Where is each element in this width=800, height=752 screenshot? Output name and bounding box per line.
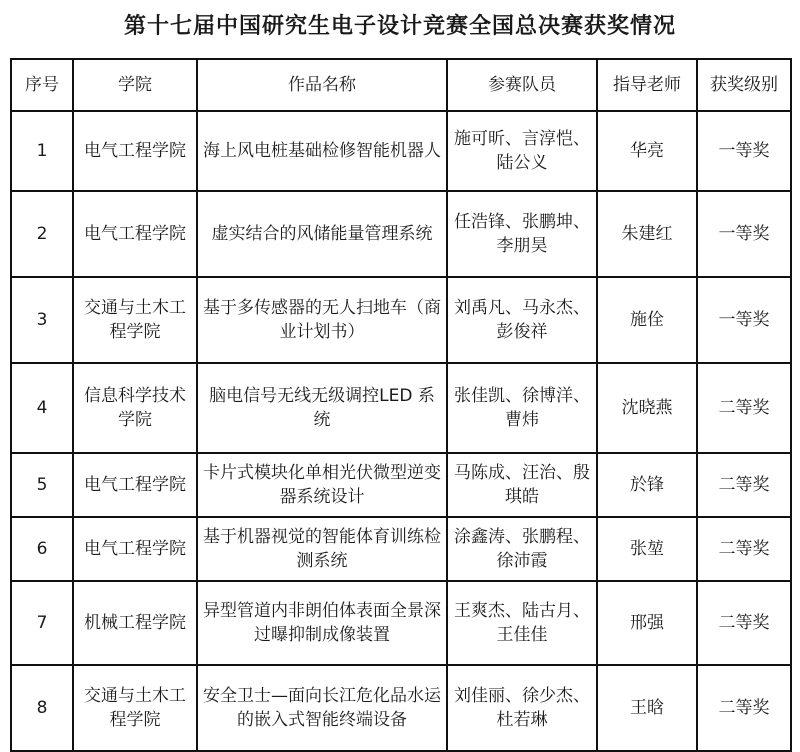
header-advisor: 指导老师 <box>597 59 697 111</box>
cell-members: 刘禹凡、马永杰、彭俊祥 <box>447 277 597 363</box>
cell-advisor: 华亮 <box>597 111 697 191</box>
cell-award-level: 二等奖 <box>697 517 791 581</box>
table-row <box>11 581 791 665</box>
table-row <box>11 665 791 751</box>
cell-work-name: 安全卫士—面向长江危化品水运的嵌入式智能终端设备 <box>197 665 447 751</box>
cell-college: 电气工程学院 <box>73 191 197 277</box>
cell-college: 电气工程学院 <box>73 453 197 517</box>
cell-college: 交通与土木工程学院 <box>73 277 197 363</box>
cell-college: 信息科学技术学院 <box>73 363 197 453</box>
cell-members: 王爽杰、陆古月、王佳佳 <box>447 581 597 665</box>
header-number: 序号 <box>11 59 73 111</box>
header-college: 学院 <box>73 59 197 111</box>
cell-number: 5 <box>11 453 73 517</box>
cell-award-level: 二等奖 <box>697 581 791 665</box>
table-row <box>11 191 791 277</box>
cell-advisor: 於锋 <box>597 453 697 517</box>
cell-award-level: 二等奖 <box>697 453 791 517</box>
cell-work-name: 卡片式模块化单相光伏微型逆变器系统设计 <box>197 453 447 517</box>
cell-award-level: 一等奖 <box>697 191 791 277</box>
cell-advisor: 施佺 <box>597 277 697 363</box>
header-award-level: 获奖级别 <box>697 59 791 111</box>
cell-work-name: 海上风电桩基础检修智能机器人 <box>197 111 447 191</box>
table-header-row <box>11 59 791 111</box>
cell-number: 7 <box>11 581 73 665</box>
table-row <box>11 517 791 581</box>
cell-advisor: 王晗 <box>597 665 697 751</box>
cell-members: 马陈成、汪治、殷琪皓 <box>447 453 597 517</box>
document-title: 第十七届中国研究生电子设计竞赛全国总决赛获奖情况 <box>123 14 676 39</box>
cell-number: 2 <box>11 191 73 277</box>
award-table <box>10 58 792 752</box>
cell-number: 6 <box>11 517 73 581</box>
cell-advisor: 张堃 <box>597 517 697 581</box>
cell-award-level: 一等奖 <box>697 277 791 363</box>
table-row <box>11 363 791 453</box>
cell-college: 交通与土木工程学院 <box>73 665 197 751</box>
cell-number: 4 <box>11 363 73 453</box>
cell-award-level: 二等奖 <box>697 363 791 453</box>
cell-work-name: 基于机器视觉的智能体育训练检测系统 <box>197 517 447 581</box>
cell-work-name: 基于多传感器的无人扫地车（商业计划书） <box>197 277 447 363</box>
cell-members: 涂鑫涛、张鹏程、徐沛霞 <box>447 517 597 581</box>
cell-college: 电气工程学院 <box>73 517 197 581</box>
cell-members: 刘佳丽、徐少杰、杜若琳 <box>447 665 597 751</box>
cell-award-level: 二等奖 <box>697 665 791 751</box>
cell-number: 1 <box>11 111 73 191</box>
table-row <box>11 111 791 191</box>
table-row <box>11 277 791 363</box>
cell-award-level: 一等奖 <box>697 111 791 191</box>
header-work-name: 作品名称 <box>197 59 447 111</box>
cell-advisor: 邢强 <box>597 581 697 665</box>
cell-members: 施可昕、言淳恺、陆公义 <box>447 111 597 191</box>
cell-members: 任浩锋、张鹏坤、李朋昊 <box>447 191 597 277</box>
cell-members: 张佳凯、徐博洋、曹炜 <box>447 363 597 453</box>
cell-college: 机械工程学院 <box>73 581 197 665</box>
header-members: 参赛队员 <box>447 59 597 111</box>
cell-work-name: 脑电信号无线无级调控LED 系统 <box>197 363 447 453</box>
cell-advisor: 朱建红 <box>597 191 697 277</box>
cell-number: 3 <box>11 277 73 363</box>
table-row <box>11 453 791 517</box>
cell-number: 8 <box>11 665 73 751</box>
cell-work-name: 虚实结合的风储能量管理系统 <box>197 191 447 277</box>
cell-work-name: 异型管道内非朗伯体表面全景深过曝抑制成像装置 <box>197 581 447 665</box>
cell-college: 电气工程学院 <box>73 111 197 191</box>
cell-advisor: 沈晓燕 <box>597 363 697 453</box>
